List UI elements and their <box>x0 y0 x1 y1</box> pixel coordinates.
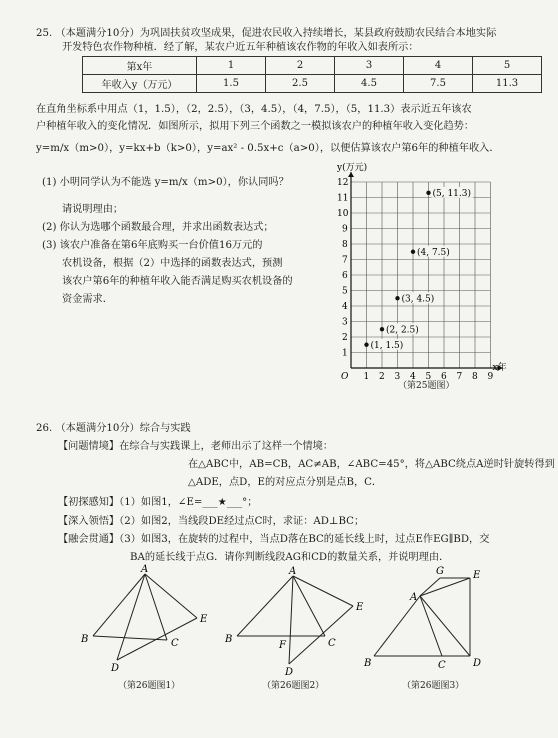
y-tick-label: 5 <box>342 286 348 297</box>
x-tick-label: 8 <box>472 372 478 382</box>
data-point <box>395 296 399 300</box>
scatter-chart <box>325 163 535 388</box>
q26-p2: 在△ABC中，AB=CB，AC≠AB，∠ABC=45°，将△ABC绕点A逆时针旋转得到 <box>188 459 555 470</box>
q26-header: 26. （本题满分10分）综合与实践 <box>36 423 191 434</box>
point-label: (4, 7.5) <box>417 247 450 258</box>
data-point <box>426 191 430 195</box>
x-axis-label: x年 <box>492 363 507 373</box>
label-E: E <box>473 570 481 581</box>
label-C: C <box>171 638 179 649</box>
table-income-cell: 7.5 <box>404 75 473 93</box>
x-tick-label: 6 <box>441 372 447 382</box>
label-B: B <box>81 634 89 645</box>
q25-sub1: (1) 小明同学认为不能选 y=m/x（m>0），你认同吗？ <box>42 177 289 188</box>
q26-p1: 【问题情境】在综合与实践课上，老师出示了这样一个情境： <box>58 441 334 452</box>
point-label: (5, 11.3) <box>432 188 472 199</box>
q25-figure-caption: （第25题图） <box>398 381 455 391</box>
x-tick-label: 1 <box>363 372 370 382</box>
x-tick-label: 2 <box>379 372 385 382</box>
q25-sub3c: 该农户第6年的种植年收入能否满足购买农机设备的 <box>62 276 293 287</box>
geometry-figure-2 <box>225 568 365 678</box>
point-label: (2, 2.5) <box>386 325 419 336</box>
label-E: E <box>356 602 364 613</box>
table-year-cell: 3 <box>335 57 404 75</box>
x-tick-label: 3 <box>394 372 401 382</box>
y-tick-label: 9 <box>342 224 348 235</box>
y-tick-label: 6 <box>342 271 348 281</box>
point-label: (1, 1.5) <box>370 340 404 351</box>
table-year-cell: 4 <box>404 57 473 75</box>
table-row1-label: 第x年 <box>83 57 197 75</box>
label-E: E <box>200 614 208 625</box>
q25-sub1b: 请说明理由； <box>62 204 124 215</box>
income-table <box>82 56 542 93</box>
table-income-cell: 2.5 <box>266 75 335 93</box>
fig3-caption: （第26题图3） <box>402 681 465 691</box>
q25-sub3d: 资金需求． <box>62 294 113 305</box>
point-label: (3, 4.5) <box>401 294 435 305</box>
table-income-cell: 11.3 <box>473 75 542 93</box>
q26-p6: 【融会贯通】（3）如图3，在旋转的过程中，当点D落在BC的延长线上时，过点E作EG∥BD，交 <box>58 534 490 545</box>
table-year-cell: 1 <box>197 57 266 75</box>
q26-p4: 【初探感知】（1）如图1，∠E=___★___°； <box>58 497 258 508</box>
data-point <box>364 343 368 347</box>
geometry-figure-3 <box>360 566 510 681</box>
label-B: B <box>225 634 233 645</box>
y-tick-label: 2 <box>342 333 348 343</box>
y-tick-label: 1 <box>342 348 348 359</box>
y-tick-label: 8 <box>342 240 348 250</box>
y-axis-label: y(万元) <box>337 163 368 173</box>
label-G: G <box>436 566 444 577</box>
x-tick-label: 4 <box>410 372 416 382</box>
y-tick-label: 3 <box>342 317 348 328</box>
q25-sub3b: 农机设备，根据（2）中选择的函数表达式，预测 <box>62 258 283 269</box>
data-point <box>380 327 384 331</box>
q26-p3: △ADE，点D，E的对应点分别是点B，C． <box>188 477 383 488</box>
table-year-cell: 2 <box>266 57 335 75</box>
geometry-figure-1 <box>75 564 225 678</box>
y-tick-label: 10 <box>337 209 349 219</box>
origin-label: O <box>341 372 349 382</box>
table-income-cell: 1.5 <box>197 75 266 93</box>
y-tick-label: 11 <box>337 193 349 204</box>
y-tick-label: 4 <box>342 302 348 312</box>
y-tick-label: 12 <box>337 178 349 188</box>
label-F: F <box>279 640 286 651</box>
q25-header2: 开发特色农作物种植．经了解，某农户近五年种植该农作物的年收入如表所示： <box>62 42 419 53</box>
q25-sub2: (2) 你认为选哪个函数最合理，并求出函数表达式； <box>42 222 274 233</box>
label-D: D <box>285 667 294 678</box>
label-B: B <box>364 658 372 669</box>
label-C: C <box>328 638 336 649</box>
label-A: A <box>410 592 418 603</box>
q26-p5: 【深入领悟】（2）如图2，当线段DE经过点C时，求证：AD⊥BC； <box>58 516 365 527</box>
q26-p7: BA的延长线于点G．请你判断线段AG和CD的数量关系，并说明理由． <box>130 552 450 563</box>
label-C: C <box>438 660 446 671</box>
q25-header: 25. （本题满分10分）为巩固扶贫攻坚成果，促进农民收入持续增长，某县政府鼓励农民结合本地实际 <box>36 28 497 39</box>
fig2-caption: （第26题图2） <box>262 681 325 691</box>
q25-line3: 在直角坐标系中用点（1，1.5），（2，2.5），（3，4.5），（4，7.5），（5，11.3）表示近五年该农 <box>36 104 472 115</box>
q25-line5: y=m/x（m>0），y=kx+b（k>0），y=ax² - 0.5x+c（a>0），以便估算该农户第6年的种植年收入． <box>36 143 500 154</box>
table-year-cell: 5 <box>473 57 542 75</box>
q25-sub3a: (3) 该农户准备在第6年底购买一台价值16万元的 <box>42 240 263 251</box>
label-D: D <box>111 663 120 674</box>
label-D: D <box>473 658 482 669</box>
fig1-caption: （第26题图1） <box>118 681 181 691</box>
x-tick-label: 9 <box>487 372 494 382</box>
data-point <box>411 250 415 254</box>
q25-line4: 户种植年收入的变化情况．如图所示，拟用下列三个函数之一模拟该农户的种植年收入变化趋势： <box>36 121 475 132</box>
x-tick-label: 7 <box>456 372 463 382</box>
y-tick-label: 7 <box>342 255 348 266</box>
x-tick-label: 5 <box>425 372 432 382</box>
label-A: A <box>289 566 297 577</box>
table-row2-label: 年收入y（万元） <box>83 75 197 93</box>
table-income-cell: 4.5 <box>335 75 404 93</box>
label-A: A <box>141 564 149 575</box>
